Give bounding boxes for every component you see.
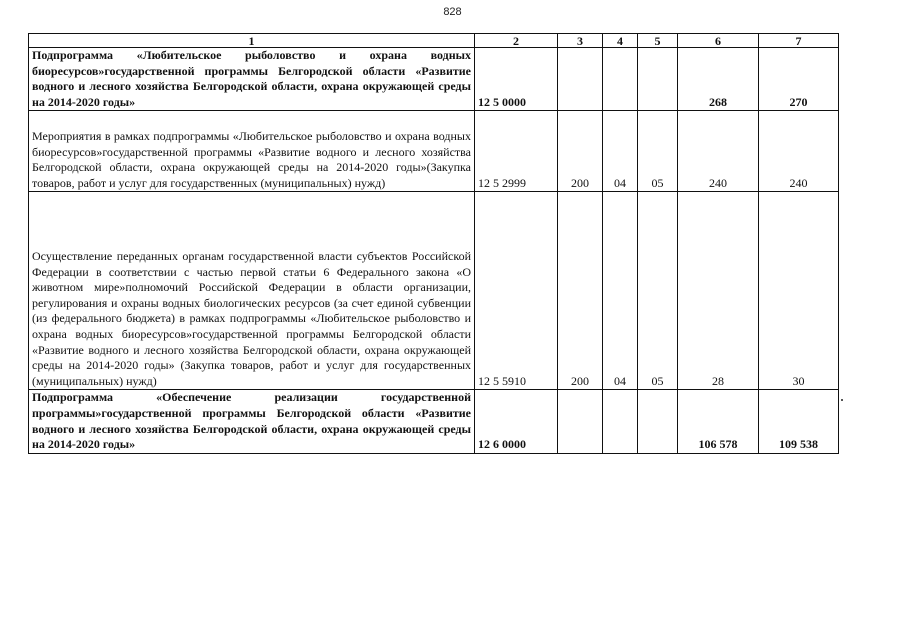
column-header-6: 6 bbox=[678, 34, 759, 48]
table-header-row bbox=[29, 34, 839, 48]
row-amount-col7: 30 bbox=[759, 192, 839, 390]
row-amount-col6: 28 bbox=[678, 192, 759, 390]
row-section: 04 bbox=[603, 192, 638, 390]
row-expense-type bbox=[558, 48, 603, 111]
row-target-code: 12 5 2999 bbox=[475, 111, 558, 192]
row-amount-col6: 240 bbox=[678, 111, 759, 192]
table-row bbox=[29, 48, 839, 111]
table-row bbox=[29, 192, 839, 390]
row-amount-col6: 106 578 bbox=[678, 390, 759, 453]
column-header-7: 7 bbox=[759, 34, 839, 48]
row-amount-col7: 109 538 bbox=[759, 390, 839, 453]
row-expense-type: 200 bbox=[558, 111, 603, 192]
column-header-2: 2 bbox=[475, 34, 558, 48]
row-description: Подпрограмма «Обеспечение реализации государственной программы»государственной программы Белгородской области «Развитие водного и лесного хозяйства Белгородской области, охрана окружающей среды на 2014-2020 годы» bbox=[29, 390, 475, 453]
row-section bbox=[603, 48, 638, 111]
row-amount-col7: 270 bbox=[759, 48, 839, 111]
row-subsection bbox=[638, 390, 678, 453]
row-description: Подпрограмма «Любительское рыболовство и охрана водных биоресурсов»государственной программы Белгородской области «Развитие водного и лесного хозяйства Белгородской области, охрана окружающей среды на 2014-2020 годы» bbox=[29, 48, 475, 111]
row-subsection: 05 bbox=[638, 111, 678, 192]
column-header-1: 1 bbox=[29, 34, 475, 48]
budget-table bbox=[28, 33, 839, 454]
row-target-code: 12 5 0000 bbox=[475, 48, 558, 111]
row-amount-col7: 240 bbox=[759, 111, 839, 192]
row-target-code: 12 5 5910 bbox=[475, 192, 558, 390]
row-amount-col6: 268 bbox=[678, 48, 759, 111]
row-subsection: 05 bbox=[638, 192, 678, 390]
column-header-3: 3 bbox=[558, 34, 603, 48]
row-target-code: 12 6 0000 bbox=[475, 390, 558, 453]
row-section bbox=[603, 390, 638, 453]
table-row bbox=[29, 111, 839, 192]
row-subsection bbox=[638, 48, 678, 111]
column-header-4: 4 bbox=[603, 34, 638, 48]
row-expense-type bbox=[558, 390, 603, 453]
row-expense-type: 200 bbox=[558, 192, 603, 390]
row-description: Мероприятия в рамках подпрограммы «Любительское рыболовство и охрана водных биоресурсов»государственной программы «Развитие водного и лесного хозяйства Белгородской области, охрана окружающей среды на 2014-2020 годы»(Закупка товаров, работ и услуг для государственных (муниципальных) нужд) bbox=[29, 111, 475, 192]
row-section: 04 bbox=[603, 111, 638, 192]
row-description: Осуществление переданных органам государственной власти субъектов Российской Федерации в соответствии с частью первой статьи 6 Федерального закона «О животном мире»полномочий Российской Федерации в области организации, регулирования и охраны водных биологических ресурсов (за счет единой субвенции (из федерального бюджета) в рамках подпрограммы «Любительское рыболовство и охрана водных биоресурсов»государственной программы Белгородской области «Развитие водного и лесного хозяйства Белгородской области, охрана окружающей среды на 2014-2020 годы» (Закупка товаров, работ и услуг для государственных (муниципальных) нужд) bbox=[29, 192, 475, 390]
scan-speck bbox=[841, 399, 843, 401]
budget-table-container bbox=[28, 33, 839, 454]
table-row bbox=[29, 390, 839, 453]
page-number: 828 bbox=[443, 6, 462, 18]
column-header-5: 5 bbox=[638, 34, 678, 48]
